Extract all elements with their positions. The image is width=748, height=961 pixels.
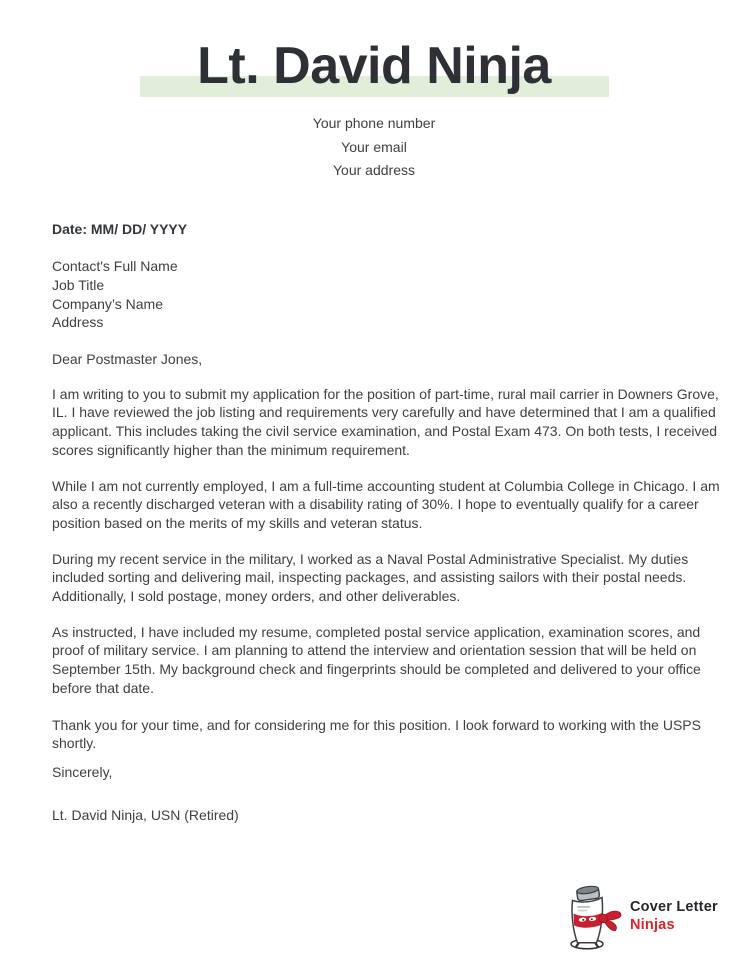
letter-header bbox=[0, 0, 748, 103]
cover-letter-ninjas-logo[interactable] bbox=[567, 885, 718, 956]
recipient-block bbox=[52, 257, 722, 332]
recipient-address: Address bbox=[52, 314, 104, 331]
contact-address: Your address bbox=[333, 162, 415, 178]
logo-text-primary: Cover Letter bbox=[630, 899, 718, 915]
paragraph-1: I am writing to you to submit my application for the position of part-time, rural mail carrier in Downers Grove, IL. I have reviewed the job listing and requirements very carefully and have determined that I am a qualified applicant. This includes taking the civil service examination, and Postal Exam 473. On both tests, I received scores significantly higher than the minimum requirement. bbox=[52, 385, 719, 458]
contact-phone: Your phone number bbox=[312, 115, 436, 131]
logo-wordmark bbox=[630, 885, 718, 934]
letter-body bbox=[0, 220, 748, 825]
paragraph-2: While I am not currently employed, I am a full-time accounting student at Columbia College in Chicago. I am also a recently discharged veteran with a disability rating of 30%. I hope to eventually qualify for a career position based on the merits of my skills and veteran status. bbox=[52, 477, 720, 531]
ninja-scroll-mascot-icon bbox=[567, 885, 625, 956]
closing: Sincerely, bbox=[52, 763, 113, 780]
paragraph-4: As instructed, I have included my resume, completed postal service application, examination scores, and proof of military service. I am planning to attend the interview and orientation session that will be held on September 15th. My background check and fingerprints should be completed and delivered to your office before that date. bbox=[52, 623, 701, 696]
recipient-job-title: Job Title bbox=[52, 276, 105, 293]
signature: Lt. David Ninja, USN (Retired) bbox=[52, 806, 239, 823]
recipient-name: Contact's Full Name bbox=[52, 258, 178, 275]
recipient-company: Company’s Name bbox=[52, 295, 164, 312]
contact-info-block bbox=[0, 112, 748, 183]
applicant-name: Lt. David Ninja bbox=[197, 37, 551, 95]
contact-email: Your email bbox=[341, 138, 407, 155]
paragraph-3: During my recent service in the military, I worked as a Naval Postal Administrative Specialist. My duties included sorting and delivering mail, inspecting packages, and assisting sailors with their postal needs. Additionally, I sold postage, money orders, and other deliverables. bbox=[52, 550, 689, 605]
logo-text-secondary: Ninjas bbox=[630, 917, 675, 933]
paragraph-5: Thank you for your time, and for considering me for this position. I look forward to working with the USPS shortly. bbox=[52, 716, 701, 752]
date-line: Date: MM/ DD/ YYYY bbox=[52, 220, 188, 237]
salutation: Dear Postmaster Jones, bbox=[52, 351, 203, 368]
